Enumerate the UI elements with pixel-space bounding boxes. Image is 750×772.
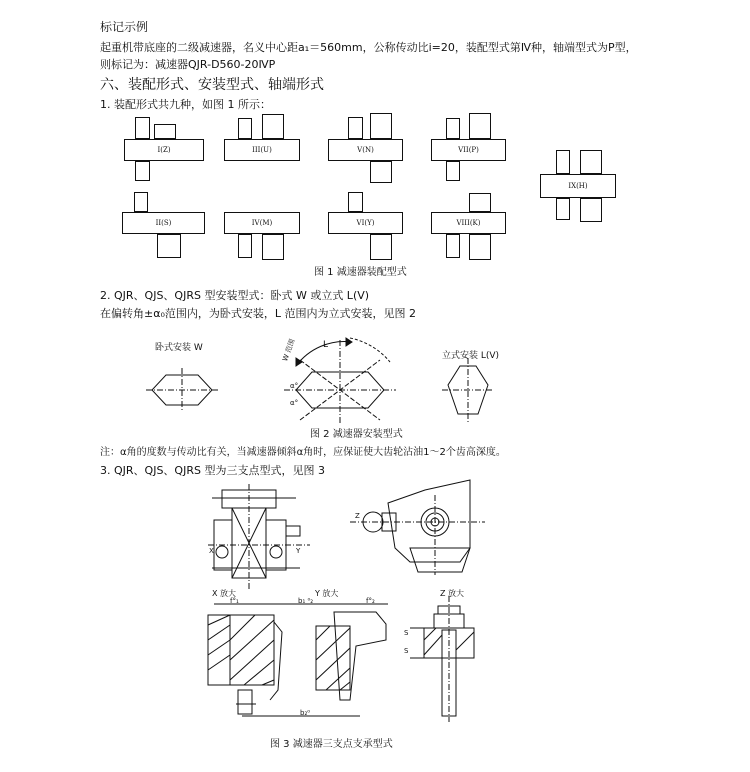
f2-label: f°₂ [366, 597, 375, 605]
vertical-install-label: 立式安装 L(V) [442, 351, 500, 361]
assembly-label: VIII(K) [456, 219, 481, 227]
example-mark: 则标记为：减速器QJR-D560-20ⅣP [100, 58, 276, 71]
item-3: 3. QJR、QJS、QJRS 型为三支点型式，见图 3 [100, 464, 325, 477]
fig1-caption: 图 1 减速器装配型式 [314, 267, 407, 278]
b-top-label: b₁ ⁰₂ [298, 597, 314, 605]
item-2-line-2: 在偏转角±α₀范围内，为卧式安装，L 范围内为立式安装，见图 2 [100, 307, 416, 320]
fig2-caption: 图 2 减速器安装型式 [310, 429, 403, 440]
z-zoom-label: Z 放大 [440, 589, 465, 598]
example-description: 起重机带底座的二级减速器，名义中心距a₁＝560mm，公称传动比i=20，装配型式第Ⅳ种，轴端型式为P型， [100, 41, 637, 54]
assembly-label: VII(P) [458, 146, 479, 154]
section-title: 六、装配形式、安装型式、轴端形式 [100, 77, 324, 93]
item-2-line-1: 2. QJR、QJS、QJRS 型安装型式：卧式 W 或立式 L(V) [100, 289, 370, 302]
assembly-label: I(Z) [157, 146, 171, 154]
w-range-label: W 范围 [281, 337, 297, 363]
s-top-label: S [404, 629, 409, 637]
assembly-label: VI(Y) [356, 219, 375, 227]
assembly-label: II(S) [155, 219, 172, 227]
note-text: 注：α角的度数与传动比有关，当减速器倾斜α角时，应保证使大齿轮沾油1～2个齿高深度。 [100, 447, 506, 458]
alpha-lower: α° [290, 399, 299, 407]
l-mark: L [323, 340, 329, 350]
b-bottom-label: b₂⁰ [300, 709, 311, 717]
item-1: 1. 装配形式共九种，如图 1 所示： [100, 98, 271, 111]
horizontal-install-label: 卧式安装 W [155, 343, 203, 353]
z-mark: Z [355, 512, 360, 520]
assembly-label: III(U) [252, 146, 272, 154]
x-mark: X [209, 547, 214, 555]
x-zoom-label: X 放大 [212, 589, 237, 598]
fig3-caption: 图 3 减速器三支点支承型式 [270, 739, 393, 750]
s-bottom-label: S [404, 647, 409, 655]
assembly-label: IV(M) [251, 219, 273, 227]
assembly-label: V(N) [357, 146, 374, 154]
assembly-label: IX(H) [568, 182, 588, 190]
f1-label: f°₁ [230, 597, 239, 605]
y-mark: Y [296, 547, 301, 555]
heading-example: 标记示例 [100, 20, 149, 34]
y-zoom-label: Y 放大 [315, 589, 339, 598]
alpha-upper: α° [290, 382, 299, 390]
